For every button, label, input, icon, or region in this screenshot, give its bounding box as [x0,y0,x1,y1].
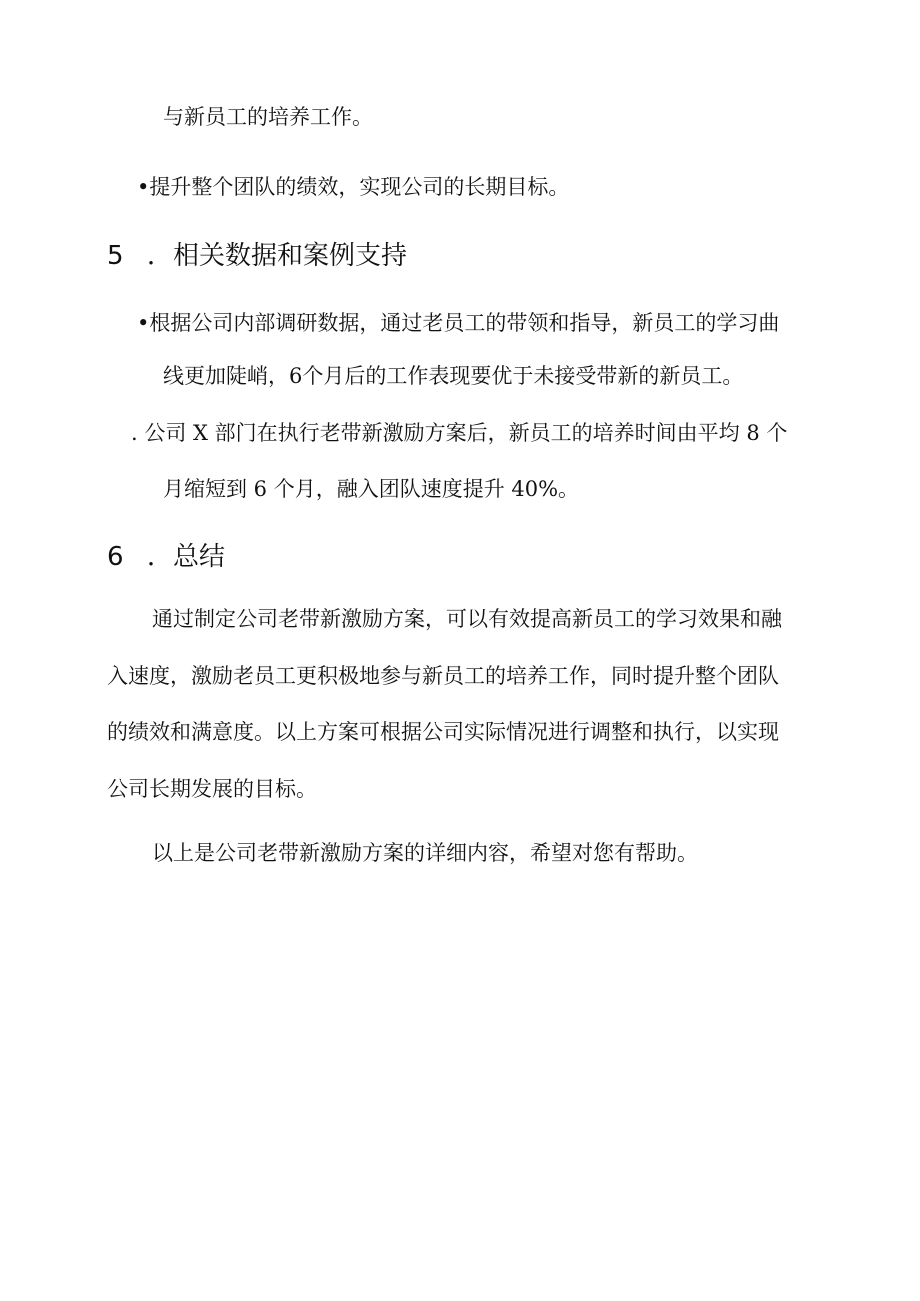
bullet-item-continuation: 线更加陡峭，6个月后的工作表现要优于未接受带新的新员工。 [163,364,744,388]
paragraph-line: 与新员工的培养工作。 [163,105,373,129]
section-title: ．相关数据和案例支持 [147,241,408,271]
section-heading-5 [107,239,407,273]
list-item: . 公司 X 部门在执行老带新激励方案后，新员工的培养时间由平均 8 个 [131,421,788,445]
paragraph-line: 的绩效和满意度。以上方案可根据公司实际情况进行调整和执行，以实现 [107,720,779,744]
paragraph-line: 公司长期发展的目标。 [107,777,317,801]
section-heading-6 [107,540,225,574]
bullet-item: •提升整个团队的绩效，实现公司的长期目标。 [137,175,570,199]
section-title: ．总结 [147,542,226,572]
section-number: 5 [107,241,124,271]
closing-paragraph: 以上是公司老带新激励方案的详细内容，希望对您有帮助。 [152,841,698,865]
bullet-item: •根据公司内部调研数据，通过老员工的带领和指导，新员工的学习曲 [137,311,780,335]
list-item-continuation: 月缩短到 6 个月，融入团队速度提升 40%。 [163,477,580,501]
paragraph-line: 通过制定公司老带新激励方案，可以有效提高新员工的学习效果和融 [152,607,782,631]
paragraph-line: 入速度，激励老员工更积极地参与新员工的培养工作，同时提升整个团队 [107,664,779,688]
section-number: 6 [107,542,124,572]
